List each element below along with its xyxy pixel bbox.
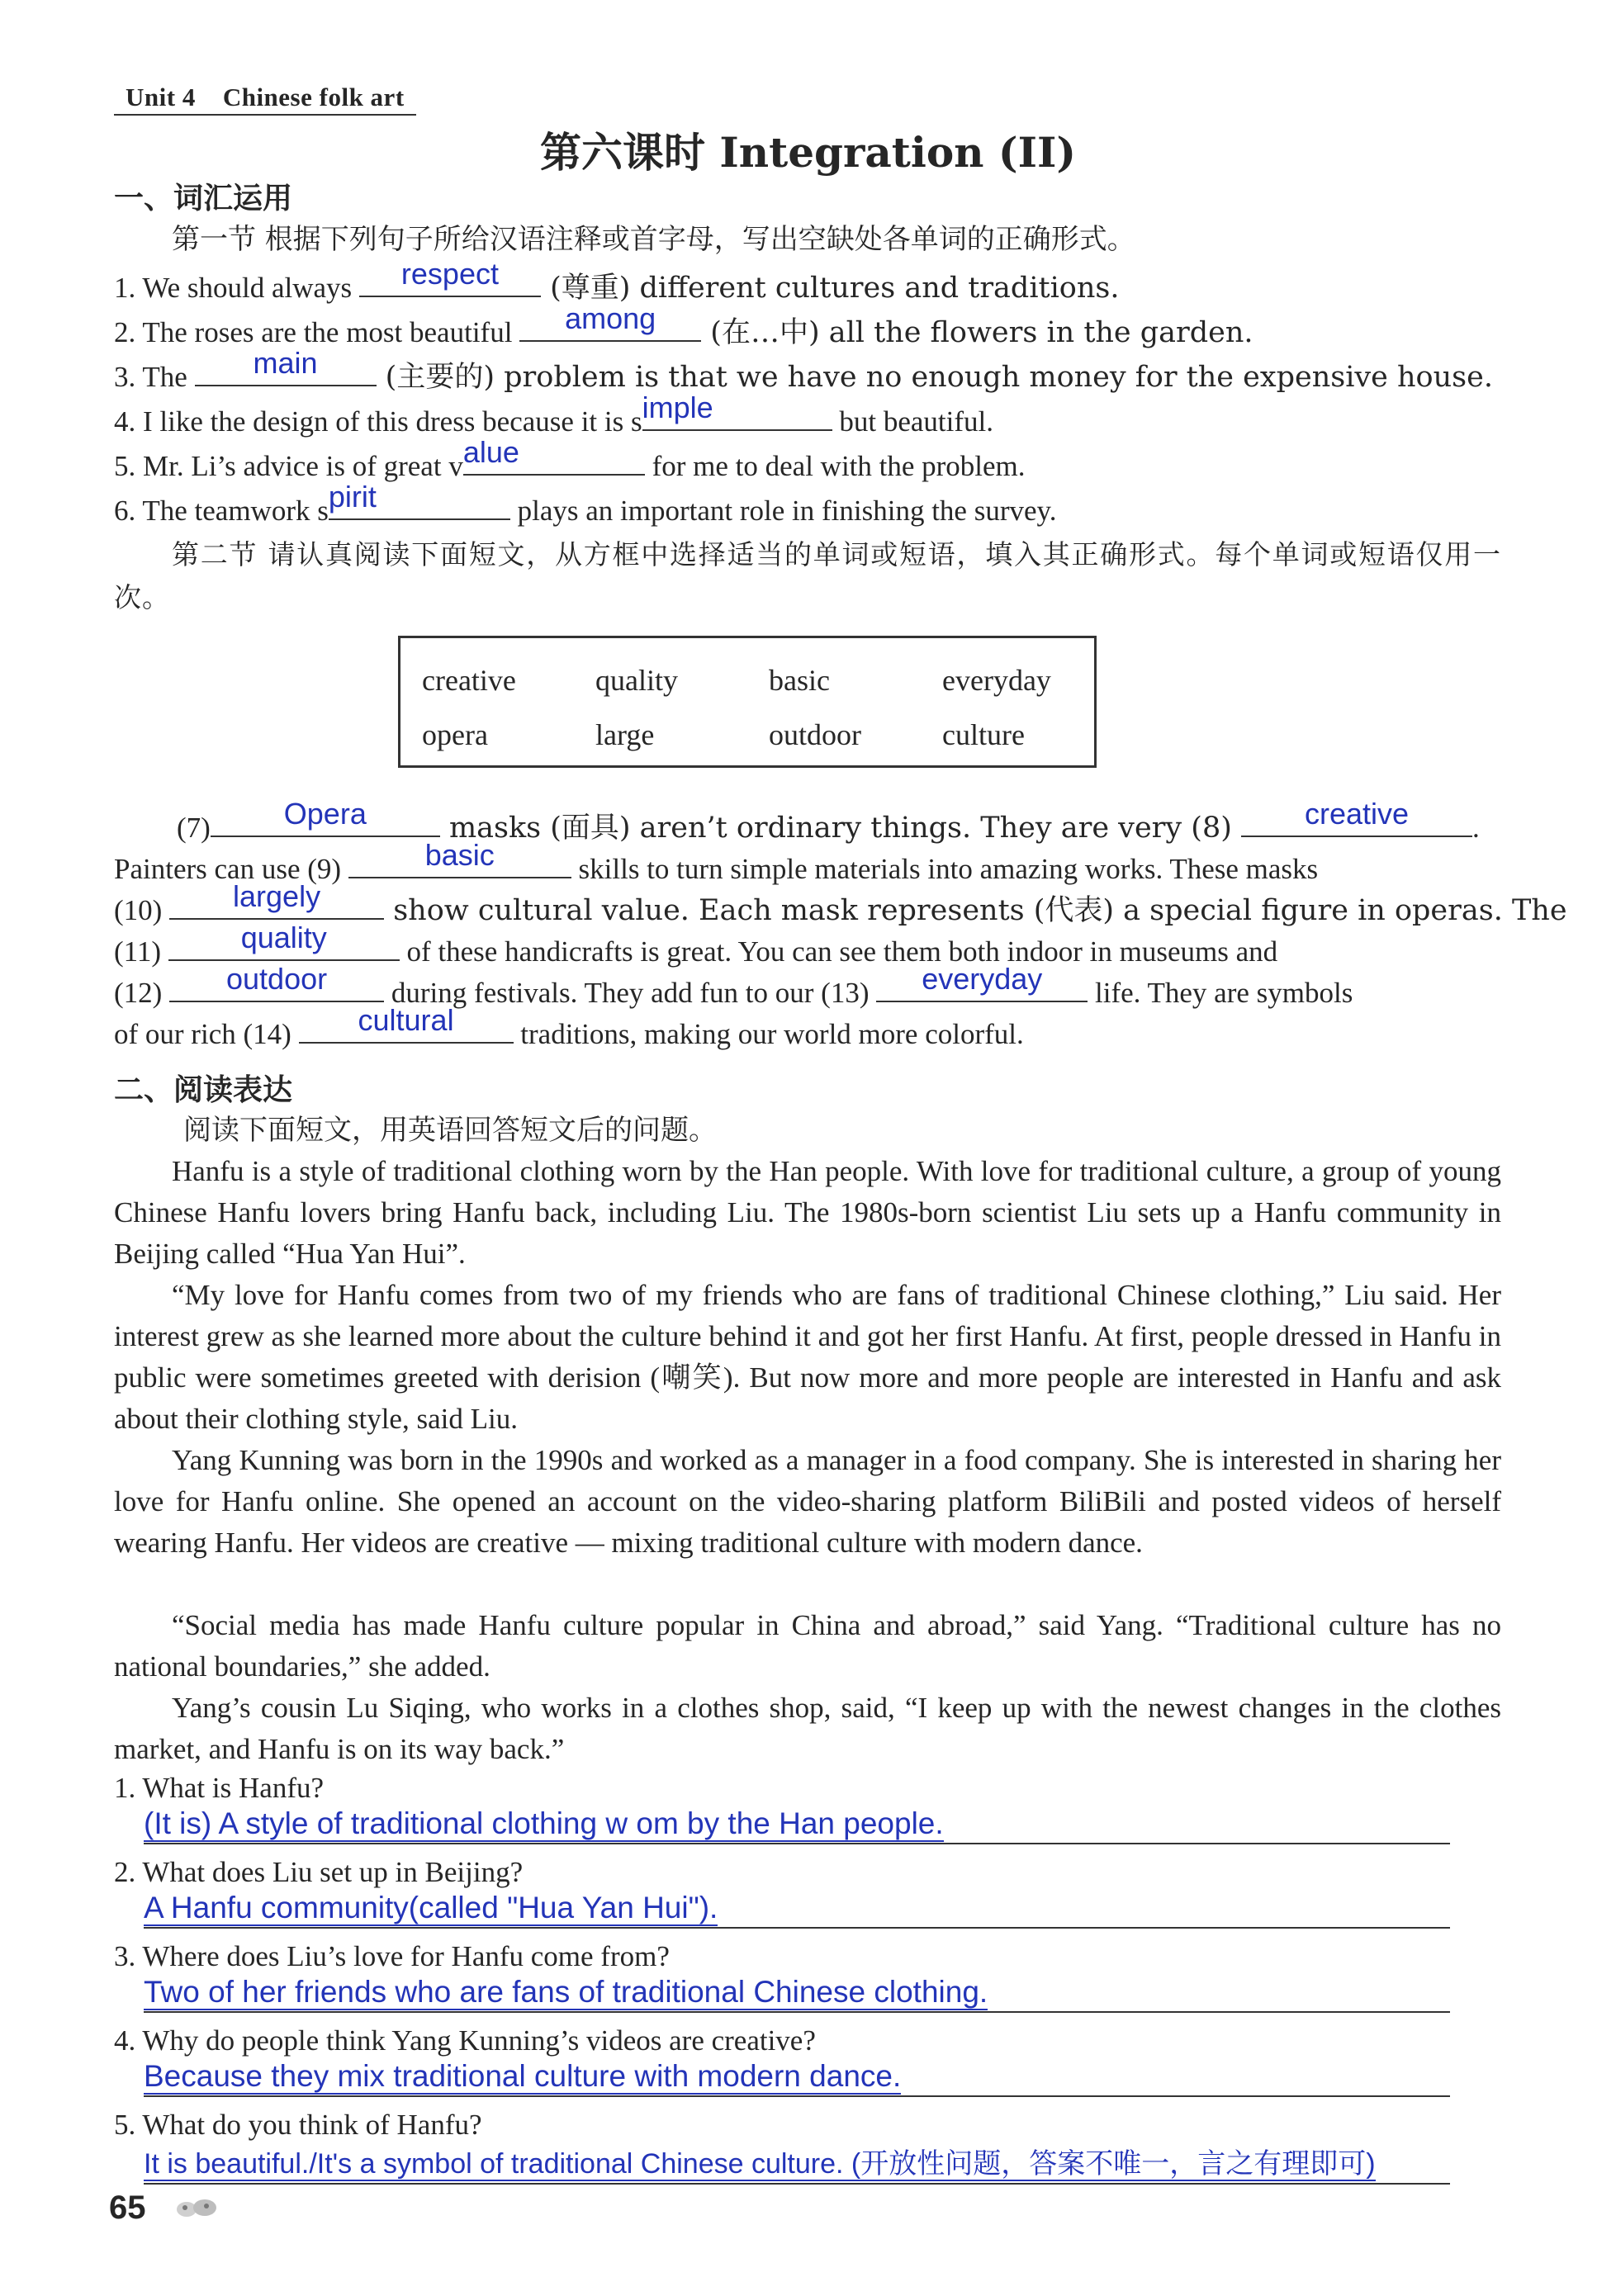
answer-blank[interactable]: Opera (211, 806, 440, 837)
answer-blank[interactable]: pirit (329, 489, 510, 520)
word-option: outdoor (769, 718, 861, 751)
vocab-item-5: 5. Mr. Li’s advice is of great v alue for me to deal with the problem. (114, 435, 1026, 482)
passage-paragraph-3: Yang Kunning was born in the 1990s and worked as a manager in a food company. She is interested in sharing her love for Hanfu online. She opened an account on the video-sharing platform BiliBili and posted videos of herself wearing Hanfu. Her videos are creative — mixing traditional culture with modern dance. (114, 1444, 1501, 1559)
page-number: 65 (109, 2189, 146, 2226)
answer-line-2[interactable]: A Hanfu community(called "Hua Yan Hui"). (144, 1889, 1450, 1929)
cloze-line-5: (12) outdoor during festivals. They add fun to our (13) everyday life. They are symbols (114, 962, 1353, 1009)
cloze-line-3: (10) largely show cultural value. Each mask represents (代表) a special figure in operas. The (114, 879, 1567, 927)
word-option: quality (595, 664, 678, 697)
passage-paragraph-2: “My love for Hanfu comes from two of my friends who are fans of traditional Chinese clothing,” Liu said. Her interest grew as she learned more about the culture behind it and got her first Hanfu. At first, people dressed in Hanfu in public were sometimes greeted with derision (嘲笑). But now more and more people are interested in Hanfu and ask about their clothing style, said Liu. (114, 1279, 1501, 1435)
section-2-instruction: 阅读下面短文，用英语回答短文后的问题。 (183, 1114, 717, 1147)
word-option: culture (942, 718, 1025, 751)
section-2-heading: 二、阅读表达 (114, 1073, 293, 1107)
question-2: 2. What does Liu set up in Beijing? (114, 1856, 524, 1888)
answer-blank[interactable]: quality (168, 930, 400, 961)
unit-header: Unit 4 Chinese folk art (114, 83, 416, 116)
answer-blank[interactable]: alue (463, 444, 645, 476)
part-2-instruction: 第二节 请认真阅读下面短文，从方框中选择适当的单词或短语，填入其正确形式。每个单词或短语仅用一次。 (114, 538, 1501, 613)
cloze-line-2: Painters can use (9) basic skills to turn simple materials into amazing works. These masks (114, 838, 1319, 885)
answer-blank[interactable]: everyday (876, 971, 1088, 1002)
question-5: 5. What do you think of Hanfu? (114, 2109, 482, 2141)
answer-blank[interactable]: cultural (299, 1012, 514, 1044)
cloze-line-6: of our rich (14) cultural traditions, making our world more colorful. (114, 1003, 1024, 1050)
word-option: creative (422, 664, 516, 697)
page-title: 第六课时 Integration (II) (539, 128, 1077, 177)
answer-blank[interactable]: among (519, 310, 701, 342)
answer-blank[interactable]: respect (359, 266, 541, 297)
word-box (398, 636, 1097, 768)
passage-paragraph-1: Hanfu is a style of traditional clothing worn by the Han people. With love for traditional culture, a group of young Chinese Hanfu lovers bring Hanfu back, including Liu. The 1980s-born scientist Liu sets up a Hanfu community in Beijing called “Hua Yan Hui”. (114, 1155, 1501, 1270)
answer-blank[interactable]: main (195, 355, 377, 386)
word-option: opera (422, 718, 488, 751)
vocab-item-1: 1. We should always respect (尊重) different cultures and traditions. (114, 257, 1120, 305)
part-1-instruction: 第一节 根据下列句子所给汉语注释或首字母，写出空缺处各单词的正确形式。 (172, 223, 1135, 256)
word-option: large (595, 718, 655, 751)
question-3: 3. Where does Liu’s love for Hanfu come from? (114, 1940, 670, 1972)
question-4: 4. Why do people think Yang Kunning’s videos are creative? (114, 2024, 816, 2057)
answer-blank[interactable]: creative (1241, 806, 1472, 837)
section-1-heading: 一、词汇运用 (114, 182, 293, 215)
vocab-item-2: 2. The roses are the most beautiful among (在…中) all the flowers in the garden. (114, 301, 1253, 349)
answer-blank[interactable]: largely (169, 888, 384, 920)
passage-paragraph-4: “Social media has made Hanfu culture popular in China and abroad,” said Yang. “Traditional culture has no national boundaries,” she added. (114, 1609, 1501, 1683)
vocab-item-3: 3. The main (主要的) problem is that we have no enough money for the expensive house. (114, 346, 1493, 394)
answer-blank[interactable]: basic (348, 847, 571, 878)
answer-line-5[interactable]: It is beautiful./It's a symbol of traditional Chinese culture. (开放性问题，答案不唯一，言之有理即可) (144, 2145, 1450, 2185)
question-1: 1. What is Hanfu? (114, 1772, 325, 1804)
answer-blank[interactable]: imple (642, 400, 832, 431)
vocab-item-6: 6. The teamwork s pirit plays an important role in finishing the survey. (114, 480, 1057, 527)
cloze-line-4: (11) quality of these handicrafts is great. You can see them both indoor in museums and (114, 921, 1278, 968)
word-option: basic (769, 664, 830, 697)
vocab-item-4: 4. I like the design of this dress because it is s imple but beautiful. (114, 391, 993, 438)
footer-ornament-icon (173, 2193, 220, 2221)
word-option: everyday (942, 664, 1051, 697)
answer-line-3[interactable]: Two of her friends who are fans of traditional Chinese clothing. (144, 1973, 1450, 2013)
cloze-line-1: (7) Opera masks (面具) aren’t ordinary things. They are very (8) creative . (177, 797, 1480, 845)
passage-paragraph-5: Yang’s cousin Lu Siqing, who works in a clothes shop, said, “I keep up with the newest changes in the clothes market, and Hanfu is on its way back.” (114, 1692, 1501, 1765)
answer-line-4[interactable]: Because they mix traditional culture with modern dance. (144, 2057, 1450, 2097)
answer-line-1[interactable]: (It is) A style of traditional clothing w om by the Han people. (144, 1805, 1450, 1844)
answer-blank[interactable]: outdoor (169, 971, 384, 1002)
